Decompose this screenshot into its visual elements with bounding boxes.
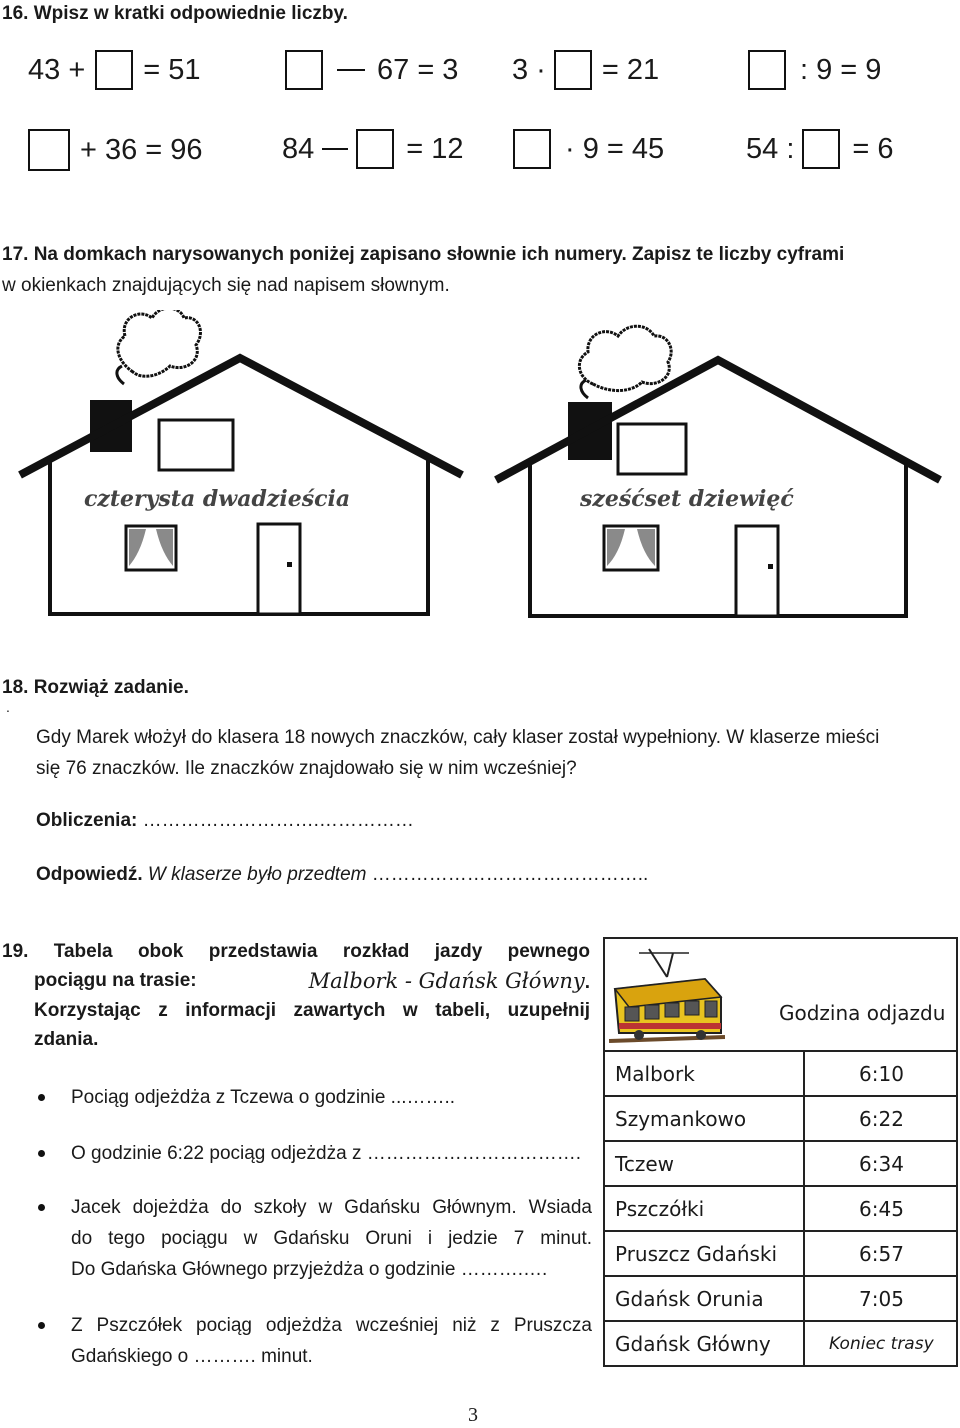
intro-period: .	[584, 972, 590, 993]
smoke-cloud	[118, 310, 201, 376]
task18-line1: Gdy Marek włożył do klasera 18 nowych znaczków, cały klaser został wypełniony. W klaserze mieści	[36, 727, 880, 748]
roof	[496, 360, 940, 480]
equation-text: 3 ·	[512, 53, 546, 86]
answer-box[interactable]	[28, 129, 70, 171]
time-cell: 6:45	[804, 1186, 957, 1231]
timetable-header	[603, 937, 958, 1052]
equation-7	[513, 129, 664, 169]
task18-title: 18. Rozwiąż zadanie.	[2, 677, 189, 698]
equation-text: = 6	[852, 132, 894, 165]
station-cell: Pruszcz Gdański	[604, 1231, 804, 1276]
timetable-row	[604, 1186, 957, 1231]
timetable-row	[604, 1321, 957, 1366]
bullet-item-1	[32, 1082, 592, 1113]
answer-box[interactable]	[285, 50, 323, 90]
station-cell: Szymankowo	[604, 1096, 804, 1141]
roof	[20, 358, 462, 475]
calculations-label: Obliczenia:	[36, 810, 138, 831]
bullet-icon	[38, 1150, 45, 1157]
calculations-row	[36, 810, 414, 832]
equation-text: · 9 = 45	[565, 132, 665, 165]
equation-2	[285, 50, 458, 90]
number-window[interactable]	[618, 424, 686, 474]
train-icon	[609, 947, 725, 1045]
task19-intro-line4: zdania.	[34, 1029, 99, 1050]
house-walls	[50, 460, 428, 614]
task19-intro-line3: Korzystając z informacji zawartych w tabeli, uzupełnij	[34, 1000, 590, 1021]
door-knob	[768, 564, 773, 569]
time-cell: 6:34	[804, 1141, 957, 1186]
answer-label: Odpowiedź.	[36, 864, 143, 885]
minus-sign	[322, 148, 348, 150]
equation-5	[28, 129, 203, 171]
task17-line2: w okienkach znajdujących się nad napisem słownym.	[2, 275, 450, 296]
timetable-row	[604, 1141, 957, 1186]
door	[258, 524, 300, 614]
task16-title: 16. Wpisz w kratki odpowiednie liczby.	[2, 3, 348, 24]
answer-blank[interactable]: ……………………………………..	[371, 864, 649, 885]
task19-intro-line1: 19. Tabela obok przedstawia rozkład jazdy pewnego	[2, 941, 590, 962]
task17-line1: 17. Na domkach narysowanych poniżej zapisano słownie ich numery. Zapisz te liczby cyframi	[2, 244, 845, 265]
timetable-row	[604, 1051, 957, 1096]
station-cell: Gdańsk Orunia	[604, 1276, 804, 1321]
answer-box[interactable]	[802, 129, 840, 169]
page-number: 3	[468, 1404, 478, 1426]
timetable-row	[604, 1231, 957, 1276]
time-cell: 6:57	[804, 1231, 957, 1276]
answer-text: W klaserze było przedtem	[147, 864, 367, 885]
route-name: Malbork - Gdańsk Główny	[308, 969, 585, 993]
house-label-2: sześćset dziewięć	[580, 486, 794, 512]
minus-sign	[337, 69, 365, 71]
answer-box[interactable]	[748, 50, 786, 90]
equation-1	[28, 50, 201, 90]
equation-text: + 36 = 96	[80, 133, 203, 166]
bullet-text: O godzinie 6:22 pociąg odjeżdża z …………………………….	[71, 1143, 582, 1164]
calculations-blank[interactable]: ……………………….……………	[142, 810, 414, 831]
equation-text: = 21	[601, 53, 660, 86]
equation-text: 67 = 3	[377, 53, 459, 86]
station-cell: Pszczółki	[604, 1186, 804, 1231]
time-cell: 6:22	[804, 1096, 957, 1141]
timetable-header-label: Godzina odjazdu	[779, 1001, 946, 1025]
smoke-trail	[117, 366, 124, 384]
time-cell: 6:10	[804, 1051, 957, 1096]
timetable-row	[604, 1276, 957, 1321]
door	[736, 526, 778, 616]
equation-text: = 12	[406, 132, 464, 165]
smoke-cloud	[579, 326, 671, 390]
task18-problem	[36, 722, 956, 784]
equation-3	[512, 50, 659, 90]
task17-instructions	[2, 239, 952, 301]
timetable	[603, 1050, 958, 1367]
bullet-item-3	[32, 1192, 592, 1285]
bullet-text: Jacek dojeżdża do szkoły w Gdańsku Głównym. Wsiada	[71, 1197, 592, 1218]
bullet-text: Pociąg odjeżdża z Tczewa o godzinie ...……..	[71, 1087, 456, 1108]
equation-8	[746, 129, 894, 169]
station-cell: Gdańsk Główny	[604, 1321, 804, 1366]
house-illustration-1	[0, 310, 480, 630]
equation-4	[748, 50, 881, 90]
time-cell: Koniec trasy	[804, 1321, 957, 1366]
answer-box[interactable]	[356, 129, 394, 169]
intro-text: pociągu na trasie:	[34, 970, 197, 991]
task18-dot: .	[6, 699, 10, 715]
smoke-trail	[581, 380, 588, 398]
bullet-text: Do Gdańska Głównego przyjeżdża o godzinie ……….….	[71, 1259, 548, 1280]
bullet-icon	[38, 1322, 45, 1329]
bullet-item-2	[32, 1138, 592, 1169]
equation-text: 84	[282, 132, 315, 165]
answer-box[interactable]	[513, 129, 551, 169]
equation-text: 54 :	[746, 132, 795, 165]
answer-box[interactable]	[95, 50, 133, 90]
equation-6	[282, 129, 464, 169]
equation-text: : 9 = 9	[800, 53, 882, 86]
door-knob	[287, 562, 292, 567]
timetable-row	[604, 1096, 957, 1141]
bullet-icon	[38, 1094, 45, 1101]
number-window[interactable]	[159, 420, 233, 470]
equation-text: = 51	[143, 53, 201, 86]
station-cell: Malbork	[604, 1051, 804, 1096]
bullet-text: do tego pociągu w Gdańsku Oruni i jedzie 7 minut.	[71, 1228, 592, 1249]
bullet-text: Z Pszczółek pociąg odjeżdża wcześniej niż z Pruszcza	[71, 1315, 592, 1336]
house-illustration-2	[478, 320, 958, 630]
time-cell: 7:05	[804, 1276, 957, 1321]
task18-line2: się 76 znaczków. Ile znaczków znajdowało się w nim wcześniej?	[36, 758, 577, 779]
house-label-1: czterysta dwadzieścia	[84, 486, 351, 512]
bullet-text: Gdańskiego o ………. minut.	[71, 1346, 313, 1367]
answer-row	[36, 864, 648, 886]
bullet-item-4	[32, 1310, 592, 1372]
station-cell: Tczew	[604, 1141, 804, 1186]
bullet-icon	[38, 1204, 45, 1211]
task19-intro-line2	[34, 966, 590, 998]
answer-box[interactable]	[554, 50, 592, 90]
equation-text: 43 +	[28, 53, 86, 86]
